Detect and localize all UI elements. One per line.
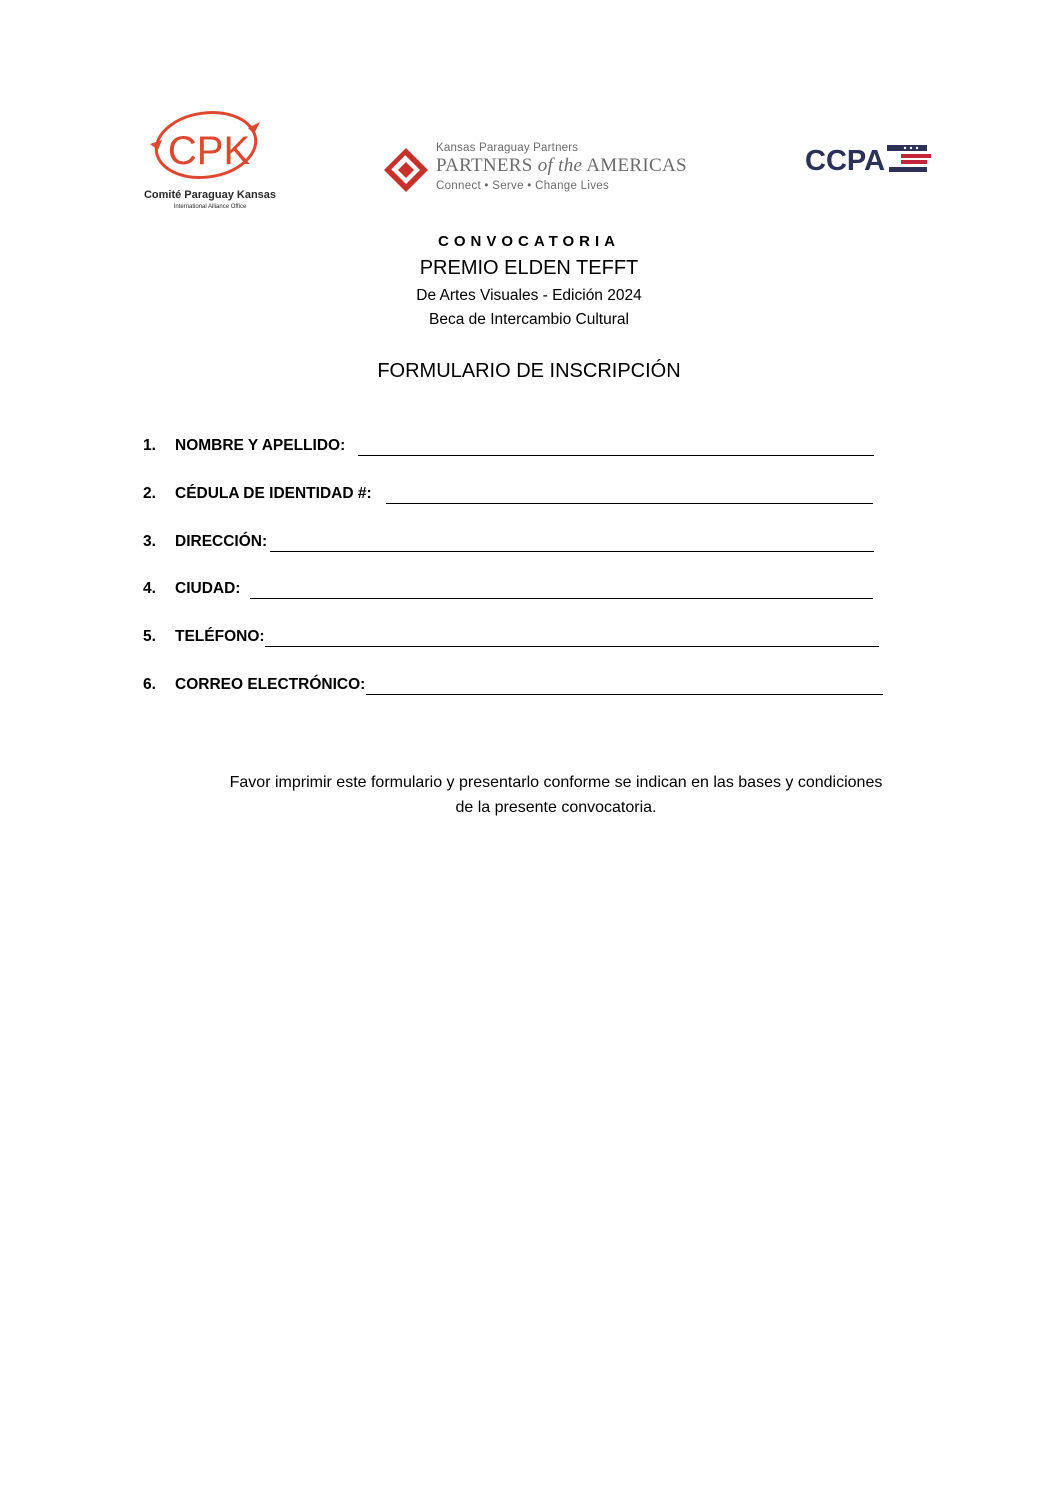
field-label: CORREO ELECTRÓNICO: xyxy=(175,676,366,693)
field-number: 5. xyxy=(143,628,156,645)
subtitle-artes-visuales: De Artes Visuales - Edición 2024 xyxy=(416,287,642,304)
field-label: TELÉFONO: xyxy=(175,628,265,645)
convocatoria-heading: CONVOCATORIA xyxy=(438,233,620,250)
field-label: CÉDULA DE IDENTIDAD #: xyxy=(175,485,372,502)
instructions-note xyxy=(150,770,962,820)
field-number: 3. xyxy=(143,533,156,550)
field-direccion xyxy=(143,533,875,555)
cpk-sub: International Alliance Office xyxy=(173,204,247,210)
cedula-input-line[interactable] xyxy=(386,503,873,504)
nombre-input-line[interactable] xyxy=(358,455,874,456)
field-correo xyxy=(143,676,885,698)
field-number: 6. xyxy=(143,676,156,693)
ccpa-flag-icon xyxy=(805,142,935,178)
partners-top-text: Kansas Paraguay Partners xyxy=(436,142,579,154)
note-line-1: Favor imprimir este formulario y presentarlo conforme se indican en las bases y condiciones xyxy=(229,774,883,791)
field-number: 1. xyxy=(143,437,156,454)
cpk-mark: CPK xyxy=(167,129,251,173)
premio-title: PREMIO ELDEN TEFFT xyxy=(419,257,639,279)
field-cedula xyxy=(143,485,875,507)
partners-name-b: of the xyxy=(537,155,583,176)
subtitle-beca: Beca de Intercambio Cultural xyxy=(429,311,629,328)
field-number: 4. xyxy=(143,580,156,597)
ciudad-input-line[interactable] xyxy=(250,598,873,599)
partners-name-a: PARTNERS xyxy=(436,155,533,176)
cpk-logo xyxy=(136,100,284,215)
partners-logo xyxy=(382,140,687,200)
cpk-name: Comité Paraguay Kansas xyxy=(143,189,277,201)
cpk-emblem-icon xyxy=(136,100,284,215)
ccpa-mark: CCPA xyxy=(805,145,886,177)
field-label: CIUDAD: xyxy=(175,580,241,597)
note-line-2: de la presente convocatoria. xyxy=(455,799,657,816)
field-label: DIRECCIÓN: xyxy=(175,533,268,550)
form-title: FORMULARIO DE INSCRIPCIÓN xyxy=(377,360,681,382)
field-number: 2. xyxy=(143,485,156,502)
correo-input-line[interactable] xyxy=(366,694,883,695)
partners-name xyxy=(436,155,687,177)
telefono-input-line[interactable] xyxy=(265,646,879,647)
partners-tagline: Connect • Serve • Change Lives xyxy=(436,180,610,192)
field-ciudad xyxy=(143,580,875,602)
field-telefono xyxy=(143,628,881,650)
direccion-input-line[interactable] xyxy=(270,551,874,552)
ccpa-logo xyxy=(805,142,935,178)
field-nombre xyxy=(143,437,875,459)
field-label: NOMBRE Y APELLIDO: xyxy=(175,437,346,454)
partners-diamond-icon xyxy=(382,146,432,196)
partners-name-c: AMERICAS xyxy=(586,155,687,176)
